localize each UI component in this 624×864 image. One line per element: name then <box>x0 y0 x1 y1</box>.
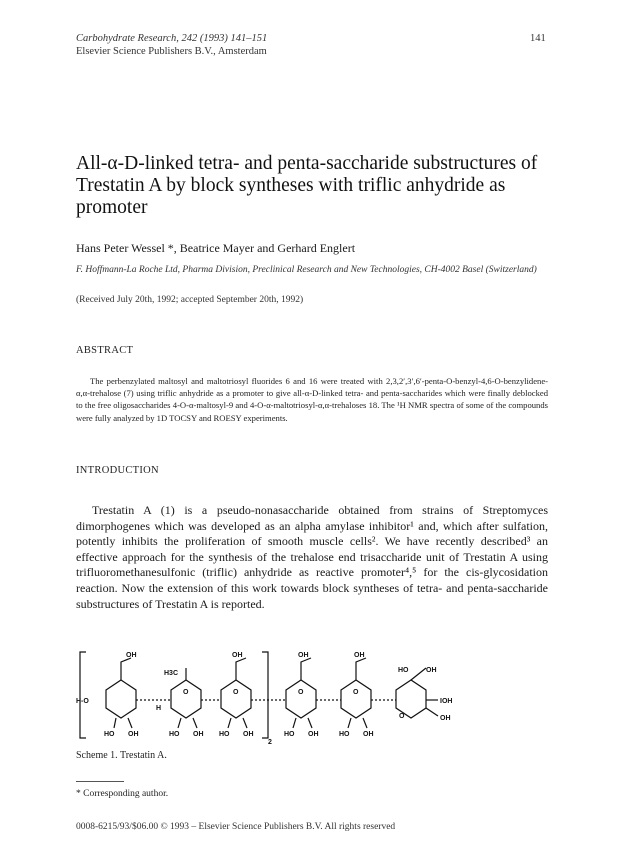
copyright-footer: 0008-6215/93/$06.00 © 1993 – Elsevier Science Publishers B.V. All rights reserved <box>76 822 396 832</box>
scheme-label-ho-4: HO <box>284 731 295 738</box>
scheme-subscript: 2 <box>268 739 272 745</box>
scheme-label-ho-top: HO <box>398 667 409 674</box>
scheme-label-oh-3: OH <box>298 652 309 659</box>
scheme-label-oh-11: OH <box>363 731 374 738</box>
scheme-label-oh-1: OH <box>126 652 137 659</box>
scheme-label-oh-6: OH <box>440 715 451 722</box>
introduction-heading: INTRODUCTION <box>76 465 159 476</box>
scheme-label-ho-1: HO <box>104 731 115 738</box>
scheme-label-o-5: O <box>399 713 405 720</box>
ring-1 <box>106 680 136 718</box>
received-dates: (Received July 20th, 1992; accepted September 20th, 1992) <box>76 295 304 305</box>
ring-5 <box>341 680 371 718</box>
scheme-label-oh-5: OH <box>426 667 437 674</box>
author-list: Hans Peter Wessel *, Beatrice Mayer and Gerhard Englert <box>76 241 356 255</box>
publisher-line: Elsevier Science Publishers B.V., Amsterdam <box>76 46 267 57</box>
article-title: All-α-D-linked tetra- and penta-saccharide substructures of Trestatin A by block syntheses with triflic anhydride as promoter <box>76 153 538 218</box>
scheme-label-oh-8: OH <box>193 731 204 738</box>
trestatin-structure-scheme <box>76 650 476 745</box>
scheme-label-oh-4: OH <box>354 652 365 659</box>
page-number: 141 <box>530 33 546 44</box>
journal-citation: Carbohydrate Research, 242 (1993) 141–151 <box>76 33 268 44</box>
scheme-label-h-o: H-O <box>76 698 89 705</box>
ring-4 <box>286 680 316 718</box>
scheme-label-ho-2: HO <box>169 731 180 738</box>
scheme-label-o-1: O <box>183 689 189 696</box>
footnote: * Corresponding author. <box>76 789 169 799</box>
right-bracket <box>262 652 268 738</box>
scheme-label-ioh: IOH <box>440 698 453 705</box>
scheme-label-ho-5: HO <box>339 731 350 738</box>
scheme-label-oh-9: OH <box>243 731 254 738</box>
abstract-text: The perbenzylated maltosyl and maltotriosyl fluorides 6 and 16 were treated with 2,3,2′,3′,6′-penta-O-benzyl-4,6-O-benzylidene-α,α-trehalose (7) using triflic anhydride as a promoter to give all-α-D-linked tetra- and penta-saccharides which were finally deblocked to the free oligosaccharides 4-O-α-maltosyl-9 and 4-O-α-maltotriosyl-α,α-trehaloses 18. The ¹H NMR spectra of some of the compounds were fully analyzed by 1D TOCSY and ROESY experiments. <box>76 376 548 423</box>
scheme-label-oh-2: OH <box>232 652 243 659</box>
scheme-label-o-3: O <box>298 689 304 696</box>
abstract-heading: ABSTRACT <box>76 345 134 356</box>
affiliation: F. Hoffmann-La Roche Ltd, Pharma Division, Preclinical Research and New Technologies, CH-4002 Basel (Switzerland) <box>76 265 537 275</box>
scheme-caption: Scheme 1. Trestatin A. <box>76 750 167 761</box>
ring-3 <box>221 680 251 718</box>
scheme-label-ho-3: HO <box>219 731 230 738</box>
scheme-label-o-4: O <box>353 689 359 696</box>
left-bracket <box>80 652 86 738</box>
scheme-label-oh-10: OH <box>308 731 319 738</box>
footnote-divider <box>76 781 124 782</box>
introduction-text: Trestatin A (1) is a pseudo-nonasaccharide obtained from strains of Streptomyces dimorphogenes which was developed as an alpha amylase inhibitor¹ and, which after sulfation, potently inhibits the proliferation of smooth muscle cells². We have recently described³ an effective approach for the synthesis of the trehalose end trisaccharide unit of Trestatin A using trifluoromethanesulfonic (triflic) anhydride as reactive promoter⁴,⁵ for the cis-glycosidation reaction. Now the extension of this work towards block syntheses of tetra- and penta-saccharide substructures of Trestatin A is reported. <box>76 503 548 611</box>
scheme-label-oh-7: OH <box>128 731 139 738</box>
scheme-label-o-2: O <box>233 689 239 696</box>
ring-2 <box>171 680 201 718</box>
scheme-label-h3c: H3C <box>164 670 179 677</box>
scheme-label-h: H <box>156 705 162 712</box>
